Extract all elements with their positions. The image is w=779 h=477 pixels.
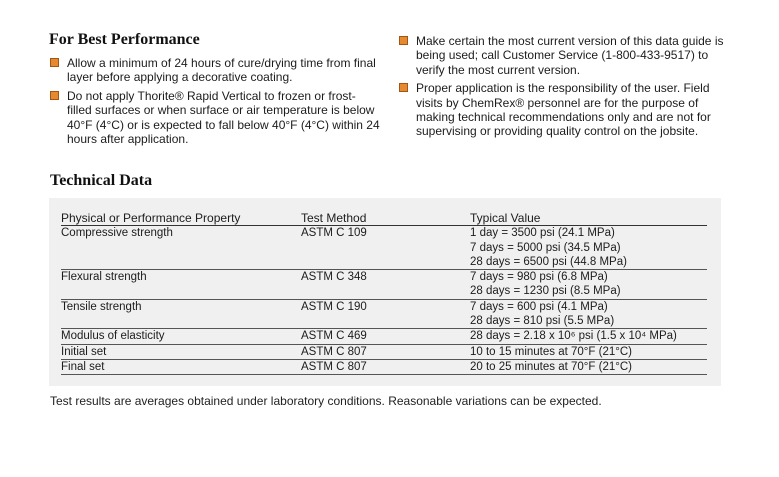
typical-value-line: 7 days = 5000 psi (34.5 MPa)	[470, 241, 621, 254]
table-cell-typical-value	[470, 300, 707, 330]
table-cell-test-method: ASTM C 807	[301, 360, 470, 375]
table-cell-property: Tensile strength	[61, 300, 301, 330]
performance-item	[50, 56, 380, 85]
technical-data-heading: Technical Data	[50, 172, 153, 189]
typical-value-line: 7 days = 980 psi (6.8 MPa)	[470, 271, 608, 284]
table-cell-typical-value	[470, 270, 707, 300]
table-cell-test-method: ASTM C 109	[301, 226, 470, 270]
table-footnote: Test results are averages obtained under laboratory conditions. Reasonable variations can be expected.	[50, 394, 602, 408]
table-cell-property: Compressive strength	[61, 226, 301, 270]
performance-item	[50, 89, 380, 147]
typical-value-line: 28 days = 810 psi (5.5 MPa)	[470, 315, 615, 328]
table-cell-property: Initial set	[61, 345, 301, 360]
column-header-test-method: Test Method	[301, 211, 470, 226]
square-bullet-icon	[50, 58, 59, 67]
typical-value-line: 7 days = 600 psi (4.1 MPa)	[470, 300, 608, 313]
technical-data-table-panel	[49, 198, 721, 386]
typical-value-line: 10 to 15 minutes at 70°F (21°C)	[470, 345, 632, 358]
performance-list-right	[399, 34, 729, 143]
typical-value-line: 28 days = 1230 psi (8.5 MPa)	[470, 285, 621, 298]
table-cell-property: Flexural strength	[61, 270, 301, 300]
typical-value-line: 28 days = 2.18 x 10⁶ psi (1.5 x 10⁴ MPa)	[470, 330, 677, 343]
table-cell-test-method: ASTM C 807	[301, 345, 470, 360]
table-cell-typical-value	[470, 329, 707, 344]
table-cell-test-method: ASTM C 190	[301, 300, 470, 330]
technical-data-table	[61, 211, 707, 375]
table-cell-typical-value	[470, 345, 707, 360]
performance-item-text: Proper application is the responsibility of the user. Field visits by ChemRex® personnel are for the purpose of making technical recommendations only and are not for supervising or providing quality control on the jobsite.	[416, 81, 711, 139]
square-bullet-icon	[50, 91, 59, 100]
square-bullet-icon	[399, 83, 408, 92]
performance-list-left	[50, 56, 380, 150]
performance-item-text: Make certain the most current version of this data guide is being used; call Customer Service (1-800-433-9517) to verify the most current version.	[416, 34, 724, 77]
typical-value-line: 1 day = 3500 psi (24.1 MPa)	[470, 227, 615, 240]
square-bullet-icon	[399, 36, 408, 45]
typical-value-line: 28 days = 6500 psi (44.8 MPa)	[470, 255, 627, 268]
column-header-typical-value: Typical Value	[470, 211, 707, 226]
table-cell-property: Modulus of elasticity	[61, 329, 301, 344]
typical-value-line: 20 to 25 minutes at 70°F (21°C)	[470, 360, 632, 373]
table-cell-typical-value	[470, 226, 707, 270]
best-performance-heading: For Best Performance	[49, 31, 200, 48]
performance-item	[399, 34, 729, 77]
table-cell-property: Final set	[61, 360, 301, 375]
table-cell-test-method: ASTM C 348	[301, 270, 470, 300]
table-cell-typical-value	[470, 360, 707, 375]
column-header-property: Physical or Performance Property	[61, 211, 301, 226]
performance-item-text: Do not apply Thorite® Rapid Vertical to frozen or frost-filled surfaces or when surface or air temperature is below 40°F (4°C) or is expected to fall below 40°F (4°C) within 24 hours after application.	[67, 88, 380, 147]
table-cell-test-method: ASTM C 469	[301, 329, 470, 344]
performance-item	[399, 81, 729, 139]
performance-item-text: Allow a minimum of 24 hours of cure/drying time from final layer before applying a decorative coating.	[67, 56, 376, 85]
